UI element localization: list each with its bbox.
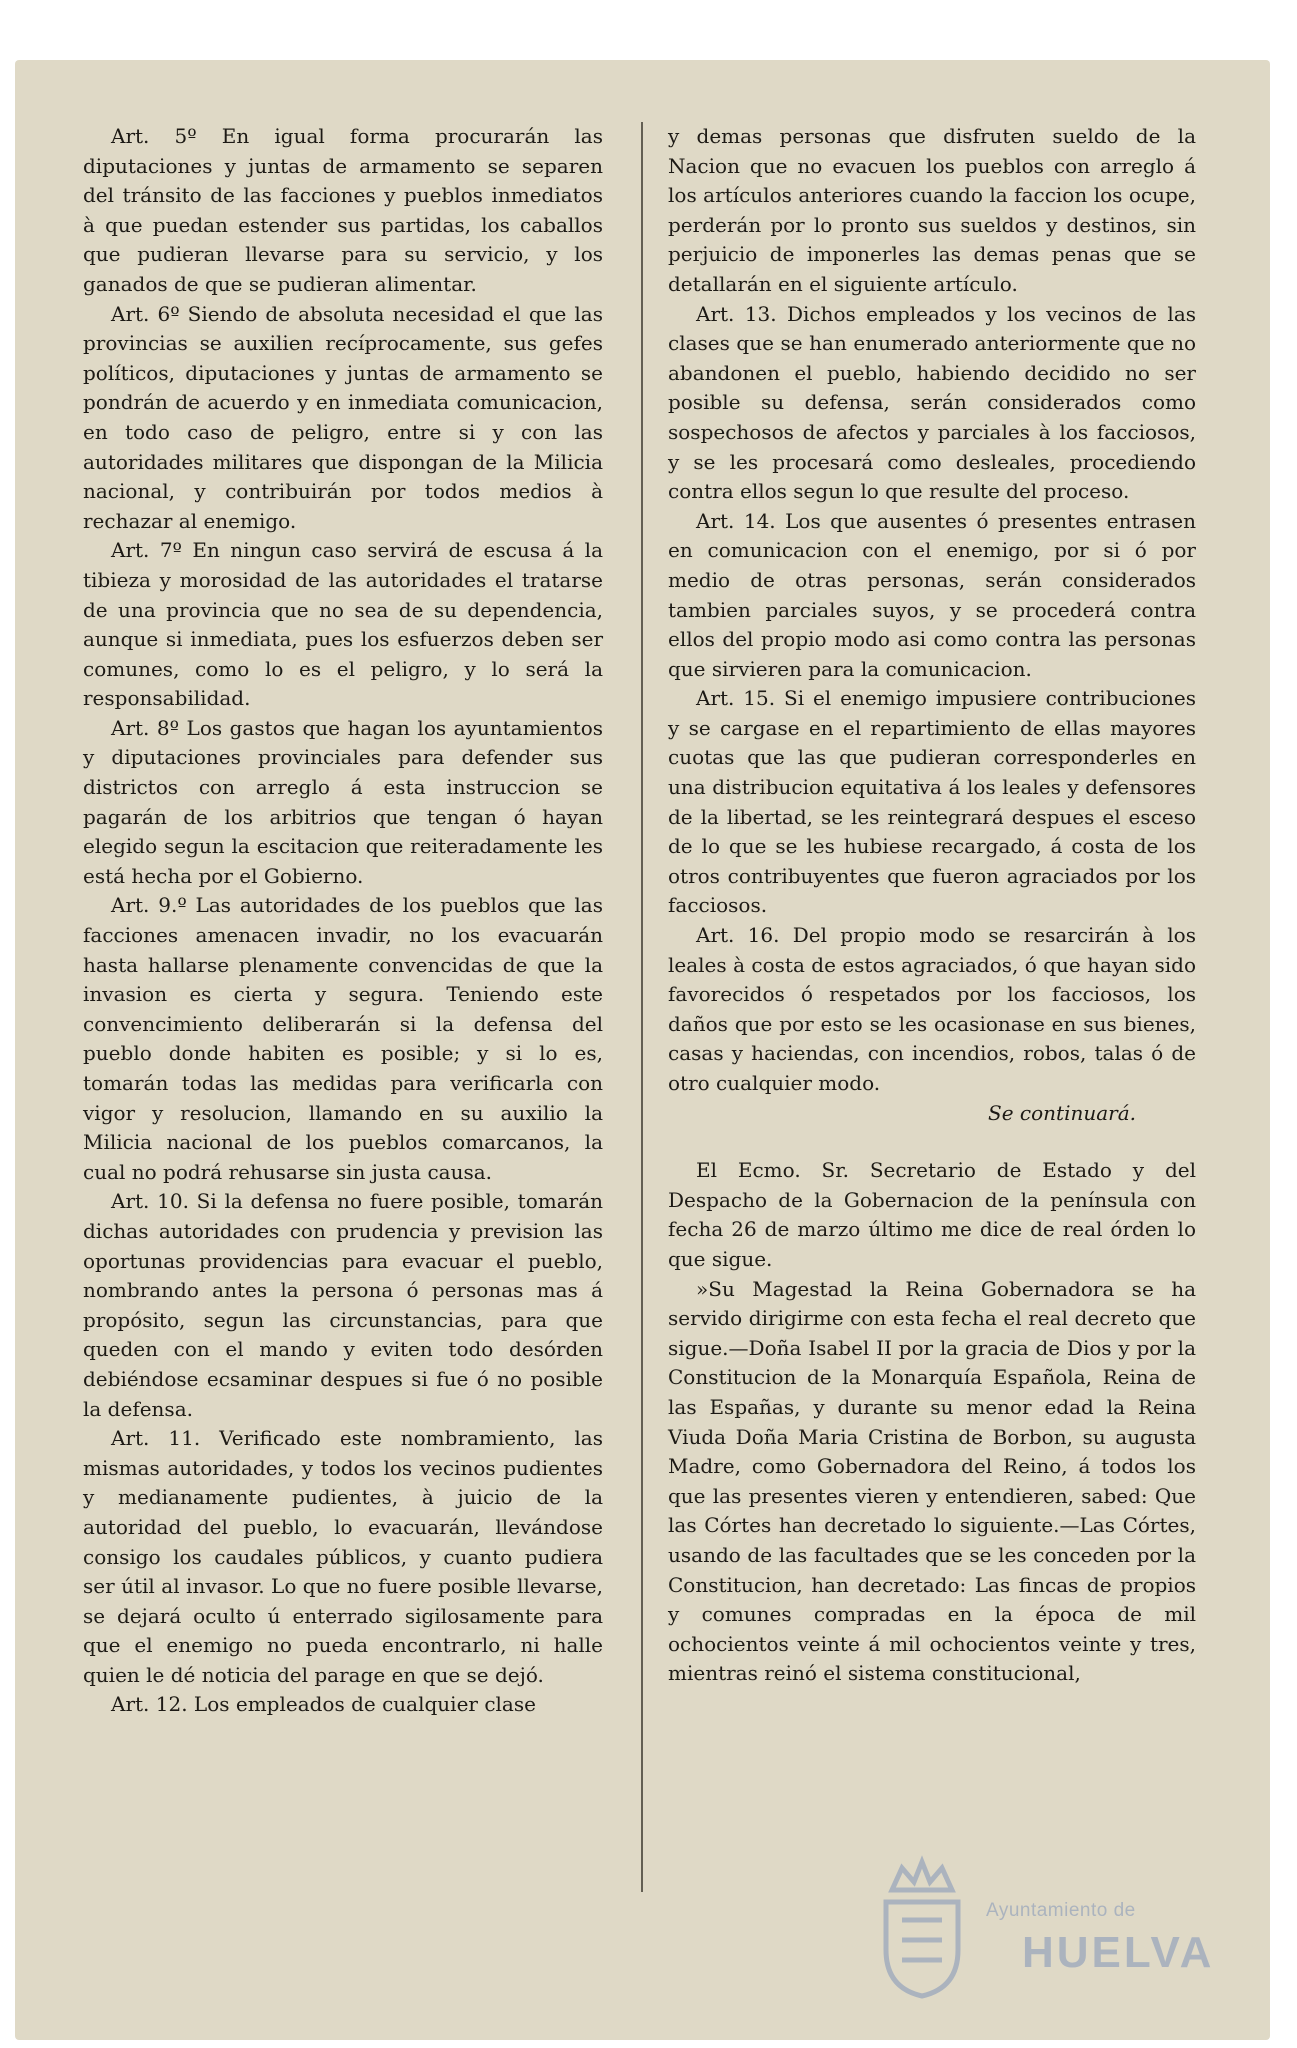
article-7: Art. 7º En ningun caso servirá de escusa á la tibieza y morosidad de las autoridades el tratarse de una provincia que no sea de su dependencia, aunque si inmediata, pues los esfuerzos deben ser comunes, como lo es el peligro, y lo será la responsabilidad.	[83, 538, 603, 711]
article-12-start: Art. 12. Los empleados de cualquier clase	[111, 1692, 536, 1717]
crown-shield-icon	[872, 1850, 972, 2000]
to-be-continued: Se continuará.	[988, 1100, 1136, 1125]
left-column	[83, 122, 603, 1720]
watermark-line2: HUELVA	[1022, 1928, 1215, 1977]
article-9: Art. 9.º Las autoridades de los pueblos que las facciones amenacen invadir, no los evacuarán hasta hallarse plenamente convencidas de que la invasion es cierta y segura. Teniendo este convencimiento deliberarán si la defensa del pueblo donde habiten es posible; y si lo es, tomarán todas las medidas para verificarla con vigor y resolucion, llamando en su auxilio la Milicia nacional de los pueblos comarcanos, la cual no podrá rehusarse sin justa causa.	[83, 893, 603, 1184]
watermark-line1: Ayuntamiento de	[986, 1900, 1136, 1921]
article-15: Art. 15. Si el enemigo impusiere contribuciones y se cargase en el repartimiento de ellas mayores cuotas que las que pudieran corresponderles en una distribucion equitativa á los leales y defensores de la libertad, se les reintegrará despues el esceso de lo que se les hubiese recargado, á costa de los otros contribuyentes que fueron agraciados por los facciosos.	[668, 686, 1196, 918]
column-divider	[641, 122, 643, 1892]
article-10: Art. 10. Si la defensa no fuere posible, tomarán dichas autoridades con prudencia y prevision las oportunas providencias para evacuar el pueblo, nombrando antes la persona ó personas mas á propósito, segun las circunstancias, para que queden con el mando y eviten todo desórden debiéndose ecsaminar despues si fue ó no posible la defensa.	[83, 1189, 603, 1421]
article-11: Art. 11. Verificado este nombramiento, las mismas autoridades, y todos los vecinos pudientes y medianamente pudientes, à juicio de la autoridad del pueblo, lo evacuarán, llevándose consigo los caudales públicos, y cuanto pudiera ser útil al invasor. Lo que no fuere posible llevarse, se dejará oculto ú enterrado sigilosamente para que el enemigo no pueda encontrarlo, ni halle quien le dé noticia del parage en que se dejó.	[83, 1426, 603, 1687]
article-14: Art. 14. Los que ausentes ó presentes entrasen en comunicacion con el enemigo, por si ó por medio de otras personas, serán considerados tambien parciales suyos, y se procederá contra ellos del propio modo asi como contra las personas que sirvieren para la comunicacion.	[668, 508, 1196, 681]
article-13: Art. 13. Dichos empleados y los vecinos de las clases que se han enumerado anteriormente que no abandonen el pueblo, habiendo decidido no ser posible su defensa, serán considerados como sospechosos de afectos y parciales à los facciosos, y se les procesará como desleales, procediendo contra ellos segun lo que resulte del proceso.	[668, 301, 1196, 504]
watermark	[872, 1850, 1232, 2000]
article-16: Art. 16. Del propio modo se resarcirán à los leales à costa de estos agraciados, ó que hayan sido favorecidos ó respetados por los facciosos, los daños que por esto se les ocasionase en sus bienes, casas y haciendas, con incendios, robos, talas ó de otro cualquier modo.	[668, 923, 1196, 1095]
right-column	[668, 122, 1196, 1689]
article-6: Art. 6º Siendo de absoluta necesidad el que las provincias se auxilien recíprocamente, sus gefes políticos, diputaciones y juntas de armamento se pondrán de acuerdo y en inmediata comunicacion, en todo caso de peligro, entre si y con las autoridades militares que dispongan de la Milicia nacional, y contribuirán por todos medios à rechazar al enemigo.	[83, 301, 603, 533]
article-12-continued: y demas personas que disfruten sueldo de la Nacion que no evacuen los pueblos con arreglo á los artículos anteriores cuando la faccion los ocupe, perderán por lo pronto sus sueldos y destinos, sin perjuicio de imponerles las demas penas que se detallarán en el siguiente artículo.	[668, 124, 1196, 296]
royal-decree-text: »Su Magestad la Reina Gobernadora se ha servido dirigirme con esta fecha el real decreto que sigue.—Doña Isabel II por la gracia de Dios y por la Constitucion de la Monarquía Española, Reina de las Españas, y durante su menor edad la Reina Viuda Doña Maria Cristina de Borbon, su augusta Madre, como Gobernadora del Reino, á todos los que las presentes vieren y entendieren, sabed: Que las Córtes han decretado lo siguiente.—Las Córtes, usando de las facultades que se les conceden por la Constitucion, han decretado: Las fincas de propios y comunes compradas en la época de mil ochocientos veinte á mil ochocientos veinte y tres, mientras reinó el sistema constitucional,	[668, 1276, 1196, 1686]
royal-order-intro: El Ecmo. Sr. Secretario de Estado y del Despacho de la Gobernacion de la península con fecha 26 de marzo último me dice de real órden lo que sigue.	[668, 1158, 1196, 1271]
article-5: Art. 5º En igual forma procurarán las diputaciones y juntas de armamento se separen del tránsito de las facciones y pueblos inmediatos à que puedan estender sus partidas, los caballos que pudieran llevarse para su servicio, y los ganados de que se pudieran alimentar.	[83, 124, 603, 296]
newspaper-page	[15, 60, 1270, 2040]
article-8: Art. 8º Los gastos que hagan los ayuntamientos y diputaciones provinciales para defender sus districtos con arreglo á esta instruccion se pagarán de los arbitrios que tengan ó hayan elegido segun la escitacion que reiteradamente les está hecha por el Gobierno.	[83, 715, 603, 888]
